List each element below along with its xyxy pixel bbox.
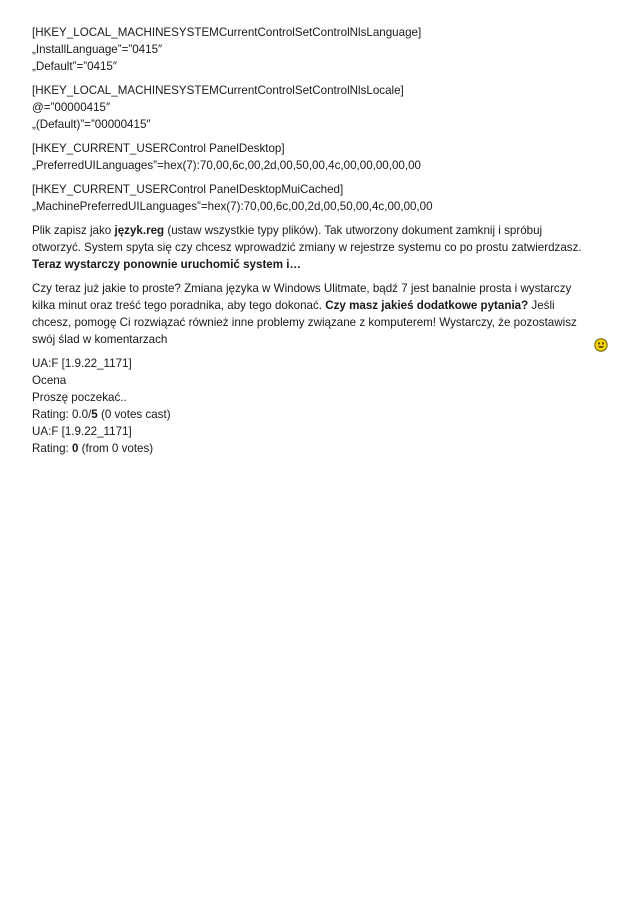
instructions-text: (ustaw wszystkie typy plików). Tak utworzony dokument zamknij i spróbuj <box>164 224 543 237</box>
registry-value: „Default”=”0415″ <box>32 60 117 73</box>
registry-block-muicached <box>32 181 612 215</box>
registry-value: „InstallLanguage”=”0415″ <box>32 43 163 56</box>
rating-summary-prefix: Rating: <box>32 442 72 455</box>
rating-loading-text: Proszę poczekać.. <box>32 391 127 404</box>
registry-block-desktop <box>32 140 612 174</box>
filename-bold: język.reg <box>114 224 165 237</box>
closing-line <box>32 297 612 314</box>
closing-text: kilka minut oraz treść tego poradnika, aby tego dokonać. <box>32 299 326 312</box>
rating-score <box>32 406 612 423</box>
rating-score-suffix: (0 votes cast) <box>97 408 171 421</box>
rating-score-prefix: Rating: 0.0/ <box>32 408 92 421</box>
registry-key: [HKEY_LOCAL_MACHINESYSTEMCurrentControlSetControlNlsLocale] <box>32 84 404 97</box>
registry-value: „PreferredUILanguages”=hex(7):70,00,6c,00,2d,00,50,00,4c,00,00,00,00,00 <box>32 159 421 172</box>
rating-label: Ocena <box>32 374 67 387</box>
rating-widget-version: UA:F [1.9.22_1171] <box>32 425 132 438</box>
registry-value: „MachinePreferredUILanguages”=hex(7):70,00,6c,00,2d,00,50,00,4c,00,00,00 <box>32 200 433 213</box>
registry-value: @=”00000415″ <box>32 101 111 114</box>
rating-score-max: 5 <box>91 408 98 421</box>
restart-notice: Teraz wystarczy ponownie uruchomić system i… <box>32 258 302 271</box>
questions-bold: Czy masz jakieś dodatkowe pytania? <box>325 299 529 312</box>
rating-summary-value: 0 <box>71 442 79 455</box>
closing-line: chcesz, pomogę Ci rozwiązać również inne problemy związane z komputerem! Wystarczy, że pozostawisz <box>32 316 577 329</box>
registry-value: „(Default)”=”00000415″ <box>32 118 151 131</box>
registry-block-locale <box>32 82 612 133</box>
rating-summary-suffix: (from 0 votes) <box>78 442 154 455</box>
instructions-text: Plik zapisz jako <box>32 224 115 237</box>
closing-text: Jeśli <box>528 299 555 312</box>
instructions-line <box>32 222 612 239</box>
registry-key: [HKEY_LOCAL_MACHINESYSTEMCurrentControlSetControlNlsLanguage] <box>32 26 422 39</box>
instructions-paragraph <box>32 222 612 273</box>
rating-block <box>32 355 612 457</box>
smiley-icon <box>594 338 608 352</box>
registry-block-language <box>32 24 612 75</box>
rating-widget-version: UA:F [1.9.22_1171] <box>32 357 132 370</box>
registry-key: [HKEY_CURRENT_USERControl PanelDesktop] <box>32 142 285 155</box>
rating-summary <box>32 440 612 457</box>
closing-line: swój ślad w komentarzach <box>32 333 168 346</box>
registry-key: [HKEY_CURRENT_USERControl PanelDesktopMuiCached] <box>32 183 344 196</box>
closing-line: Czy teraz już jakie to proste? Zmiana języka w Windows Ulitmate, bądź 7 jest banalnie prosta i wystarczy <box>32 282 572 295</box>
instructions-line: otworzyć. System spyta się czy chcesz wprowadzić zmiany w rejestrze systemu co po prostu zatwierdzasz. <box>32 241 582 254</box>
closing-paragraph <box>32 280 612 348</box>
